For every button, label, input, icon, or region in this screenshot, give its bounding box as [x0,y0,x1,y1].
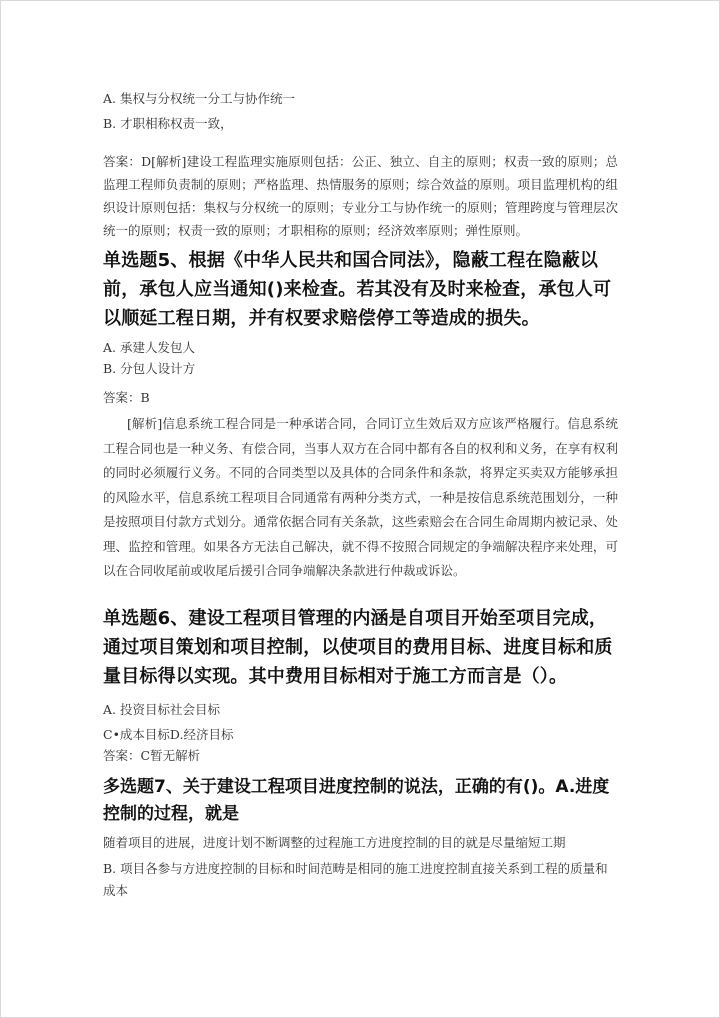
document-body [103,88,618,902]
q7-line-1: 随着项目的进展，进度计划不断调整的过程施工方进度控制的目的就是尽量缩短工期 [103,834,566,850]
q6-answer: 答案：C暂无解析 [103,747,201,763]
q6-option-a: A. 投资目标社会目标 [103,701,220,717]
q5-option-b: B. 分包人设计方 [103,361,196,376]
q6-title: 单选题6、建设工程项目管理的内涵是自项目开始至项目完成，通过项目策划和项目控制，以使项目的费用目标、进度目标和质量目标得以实现。其中费用目标相对于施工方而言是（）。 [103,607,613,687]
q4-option-b: B. 才职相称权责一致， [103,116,233,131]
q7-line-2: B. 项目各参与方进度控制的目标和时间范畴是相同的施工进度控制直接关系到工程的质量和成本 [103,860,608,898]
q5-option-a: A. 承建人发包人 [103,340,195,355]
q7-title: 多选题7、关于建设工程项目进度控制的说法，正确的有()。A.进度控制的过程，就是 [103,776,610,824]
q6-option-cd: C•成本目标D.经济目标 [103,726,234,742]
q4-option-a: A. 集权与分权统一分工与协作统一 [103,91,295,106]
q4-answer: 答案：D[解析]建设工程监理实施原则包括：公正、独立、自主的原则；权责一致的原则；总监理工程师负责制的原则；严格监理、热情服务的原则；综合效益的原则。项目监理机构的组织设计原则包括：集权与分权统一的原则；专业分工与协作统一的原则；管理跨度与管理层次统一的原则；权责一致的原则；才职相称的原则；经济效率原则；弹性原则。 [103,154,618,238]
q5-answer: 答案：B [103,390,150,405]
q5-title: 单选题5、根据《中华人民共和国合同法》，隐蔽工程在隐蔽以前，承包人应当通知()来检查。若其没有及时来检查，承包人可以顺延工程日期，并有权要求赔偿停工等造成的损失。 [103,250,612,329]
q5-explanation: [解析]信息系统工程合同是一种承诺合同，合同订立生效后双方应该严格履行。信息系统工程合同也是一种义务、有偿合同，当事人双方在合同中都有各自的权利和义务，在享有权利的同时必须履行义务。不同的合同类型以及具体的合同条件和条款，将界定买卖双方能够承担的风险水平，信息系统工程项目合同通常有两种分类方式，一种是按信息系统范围划分，一种是按照项目付款方式划分。通常依据合同有关条款，这些索赔会在合同生命周期内被记录、处理、监控和管理。如果各方无法自己解决，就不得不按照合同规定的争端解决程序来处理，可以在合同收尾前或收尾后援引合同争端解决条款进行仲裁或诉讼。 [103,416,618,578]
